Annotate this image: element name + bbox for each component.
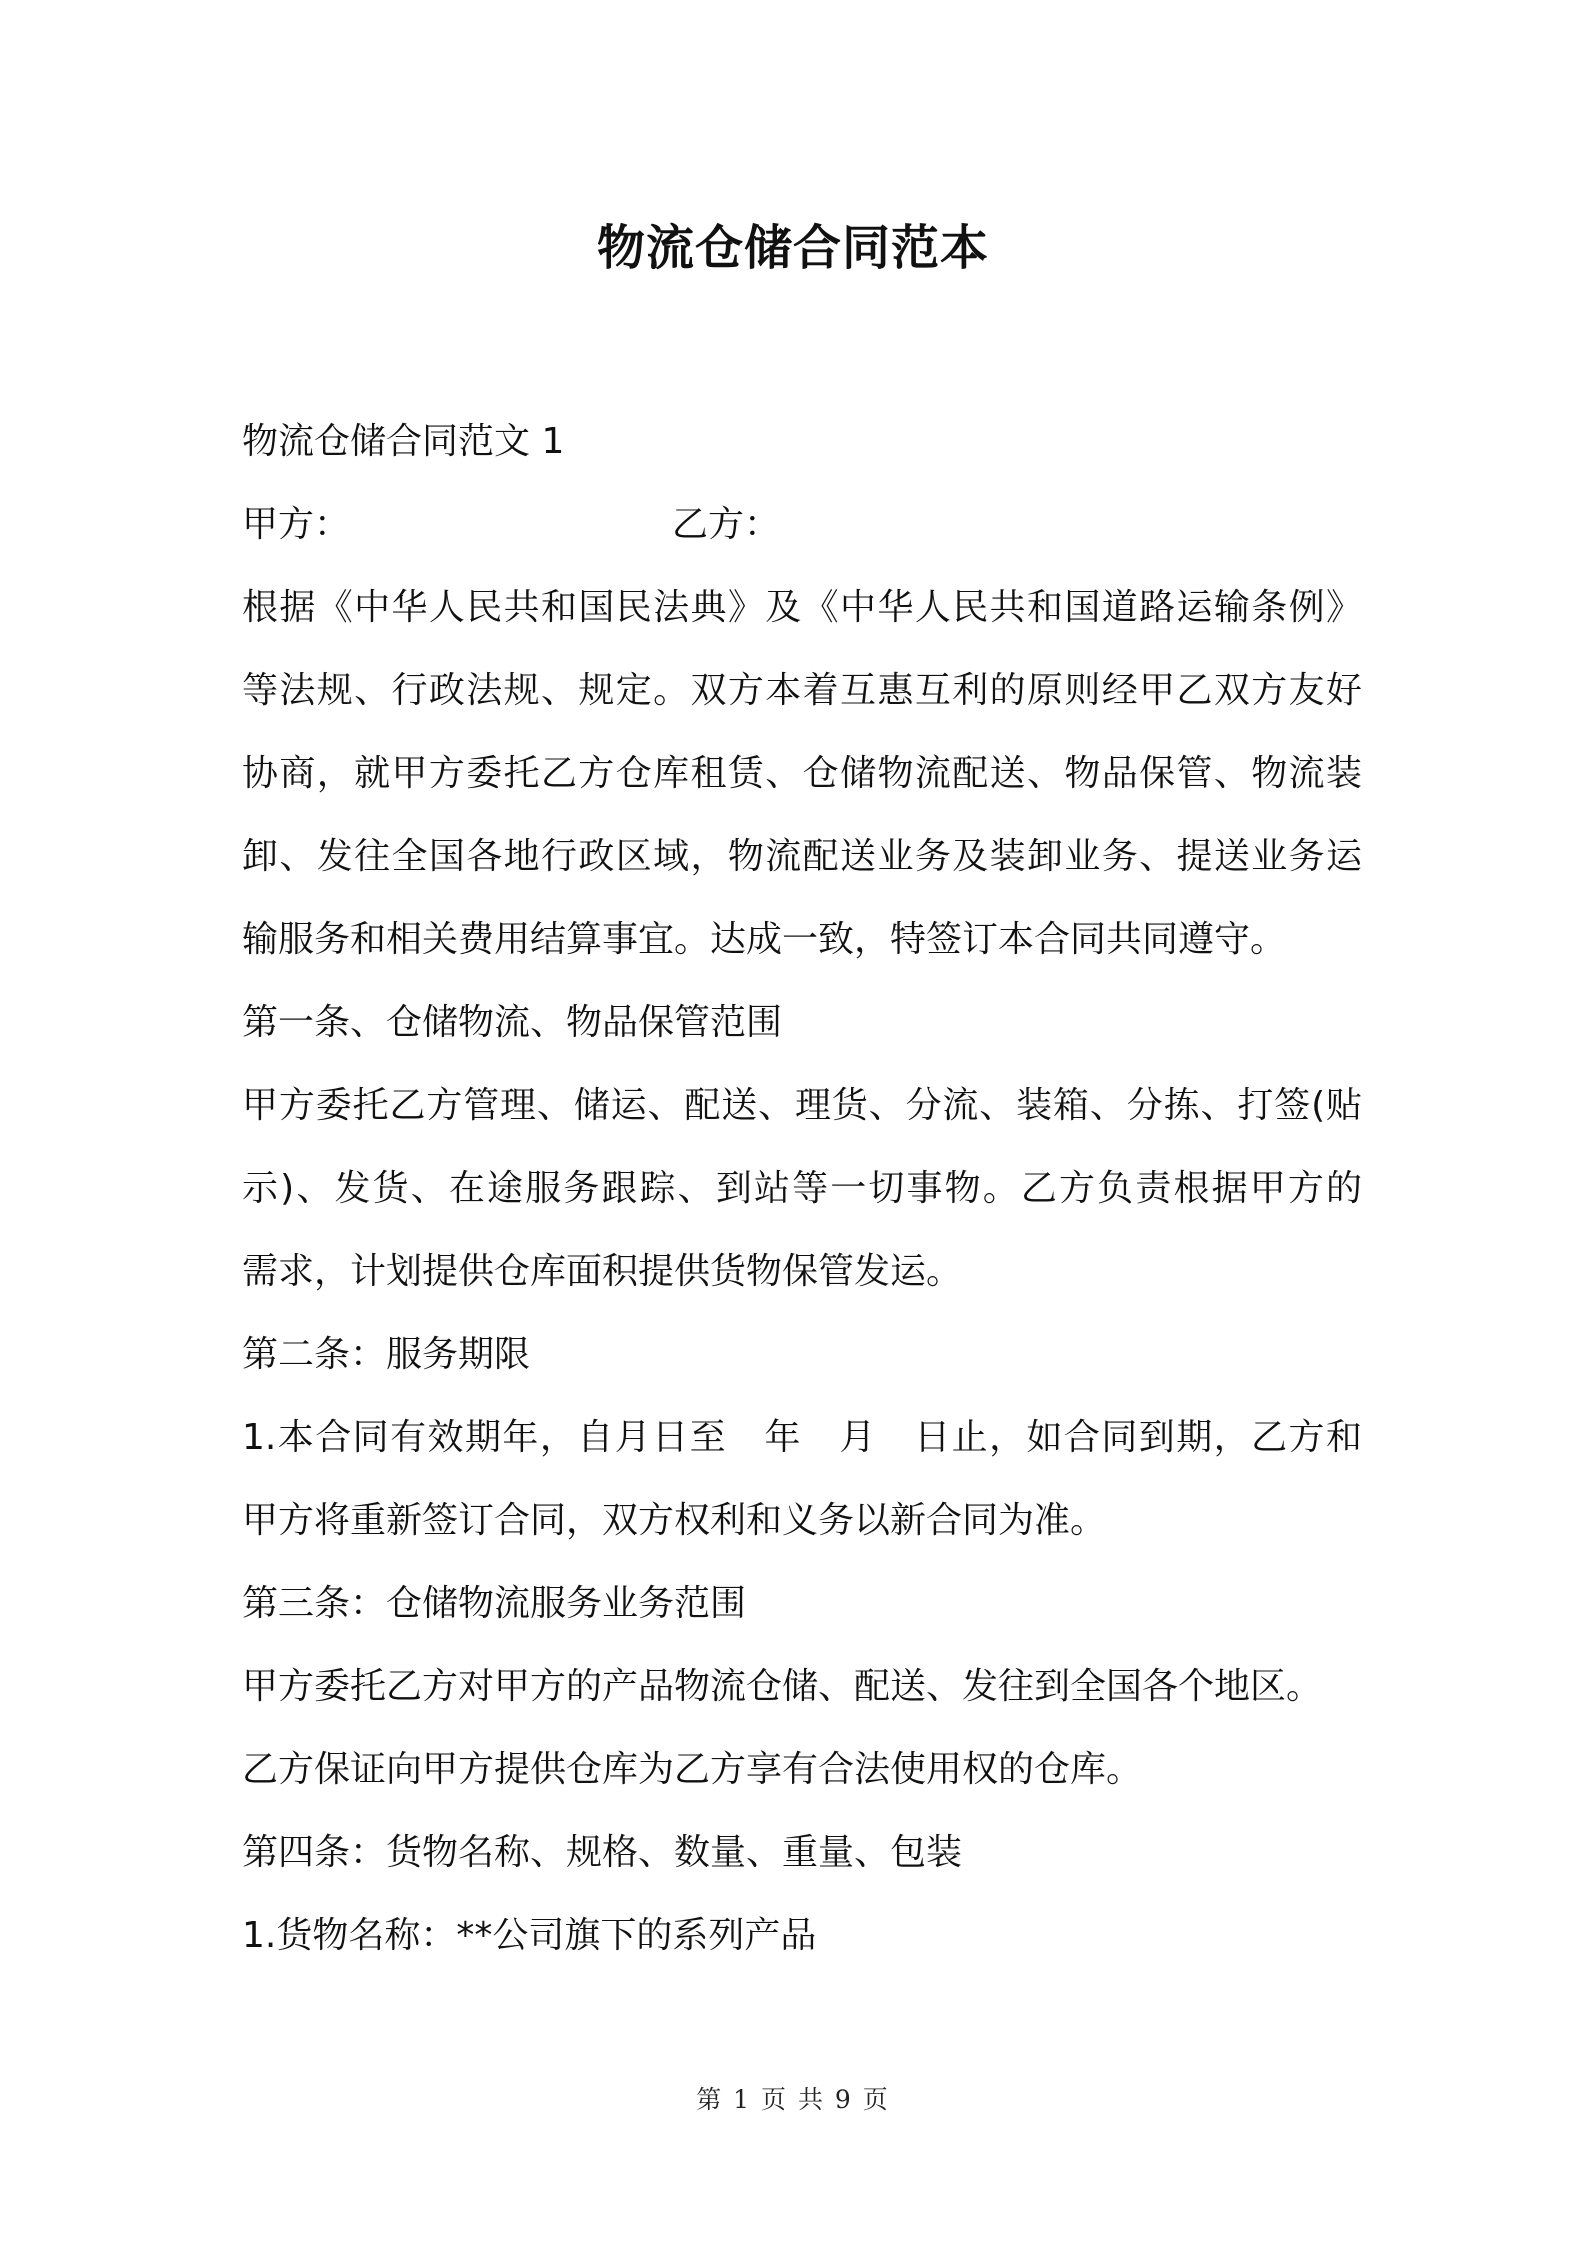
page-number: 第 1 页 共 9 页 [696, 2085, 890, 2114]
document-body [242, 400, 1362, 1977]
party-a-label: 甲方： [242, 504, 351, 545]
section-heading: 第二条：服务期限 [242, 1334, 531, 1375]
paragraph-line: 需求，计划提供仓库面积提供货物保管发运。 [242, 1251, 963, 1292]
paragraph-line: 示)、发货、在途服务跟踪、到站等一切事物。乙方负责根据甲方的 [242, 1168, 1362, 1209]
paragraph-line: 输服务和相关费用结算事宜。达成一致，特签订本合同共同遵守。 [242, 919, 1287, 960]
paragraph-line: 甲方将重新签订合同，双方权利和义务以新合同为准。 [242, 1500, 1107, 1541]
paragraph-line: 1.货物名称：**公司旗下的系列产品 [242, 1915, 817, 1956]
paragraph-line: 根据《中华人民共和国民法典》及《中华人民共和国道路运输条例》 [242, 587, 1362, 628]
paragraph-line: 卸、发往全国各地行政区域，物流配送业务及装卸业务、提送业务运 [242, 836, 1362, 877]
section-heading: 第四条：货物名称、规格、数量、重量、包装 [242, 1832, 963, 1873]
parties-line [242, 483, 1362, 566]
party-b-label: 乙方： [672, 504, 781, 545]
paragraph-line: 协商，就甲方委托乙方仓库租赁、仓储物流配送、物品保管、物流装 [242, 753, 1362, 794]
paragraph-line: 甲方委托乙方对甲方的产品物流仓储、配送、发往到全国各个地区。 [242, 1666, 1323, 1707]
paragraph-line: 等法规、行政法规、规定。双方本着互惠互利的原则经甲乙双方友好 [242, 670, 1362, 711]
paragraph-line: 甲方委托乙方管理、储运、配送、理货、分流、装箱、分拣、打签(贴 [242, 1085, 1362, 1126]
paragraph-line: 1.本合同有效期年，自月日至 年 月 日止，如合同到期，乙方和 [242, 1417, 1362, 1458]
document-title: 物流仓储合同范本 [596, 220, 989, 276]
section-heading: 第一条、仓储物流、物品保管范围 [242, 1002, 783, 1043]
paragraph-line: 乙方保证向甲方提供仓库为乙方享有合法使用权的仓库。 [242, 1749, 1143, 1790]
section-heading: 第三条：仓储物流服务业务范围 [242, 1583, 747, 1624]
contract-subtitle: 物流仓储合同范文 1 [242, 421, 565, 462]
